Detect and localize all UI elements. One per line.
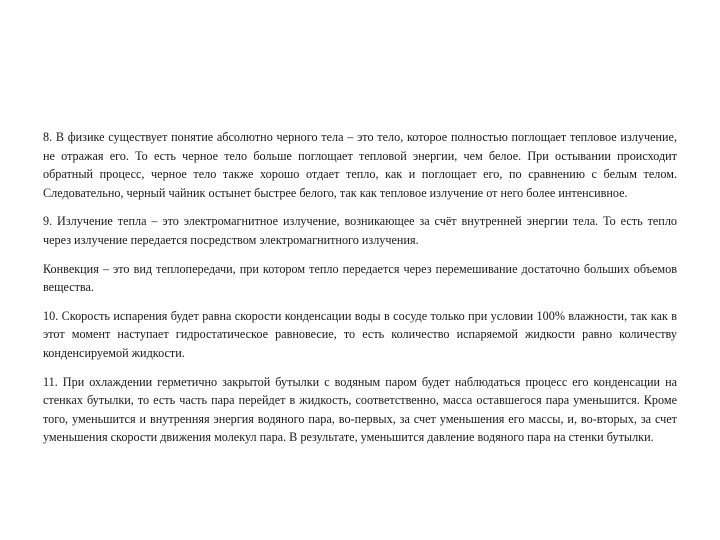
paragraph-8-black-body: 8. В физике существует понятие абсолютно черного тела – это тело, которое полностью поглощает тепловое излучение, не отражая его. То есть черное тело больше поглощает тепловой энергии, чем белое. При остывании происходит обратный процесс, черное тело также хорошо отдает тепло, как и поглощает его, по сравнению с белым телом. Следовательно, черный чайник остынет быстрее белого, так как тепловое излучение от него более интенсивное. <box>43 130 677 200</box>
text-body <box>43 128 677 457</box>
paragraph-10-evaporation: 10. Скорость испарения будет равна скорости конденсации воды в сосуде только при условии 100% влажности, так как в этот момент наступает гидростатическое равновесие, то есть количество испаряемой жидкости равно количеству конденсируемой жидкости. <box>43 308 677 360</box>
paragraph-convection: Конвекция – это вид теплопередачи, при котором тепло передается через перемешивание достаточно больших объемов вещества. <box>43 261 677 295</box>
paragraph-9-heat-radiation: 9. Излучение тепла – это электромагнитное излучение, возникающее за счёт внутренней энергии тела. То есть тепло через излучение передается посредством электромагнитного излучения. <box>43 214 677 247</box>
paragraph-11-condensation: 11. При охлаждении герметично закрытой бутылки с водяным паром будет наблюдаться процесс его конденсации на стенках бутылки, то есть часть пара перейдет в жидкость, соответственно, масса оставшегося пара уменьшится. Кроме того, уменьшится и внутренняя энергия водяного пара, во-первых, за счет уменьшения его массы, и, во-вторых, за счет уменьшения скорости движения молекул пара. В результате, уменьшится давление водяного пара на стенки бутылки. <box>43 374 677 445</box>
